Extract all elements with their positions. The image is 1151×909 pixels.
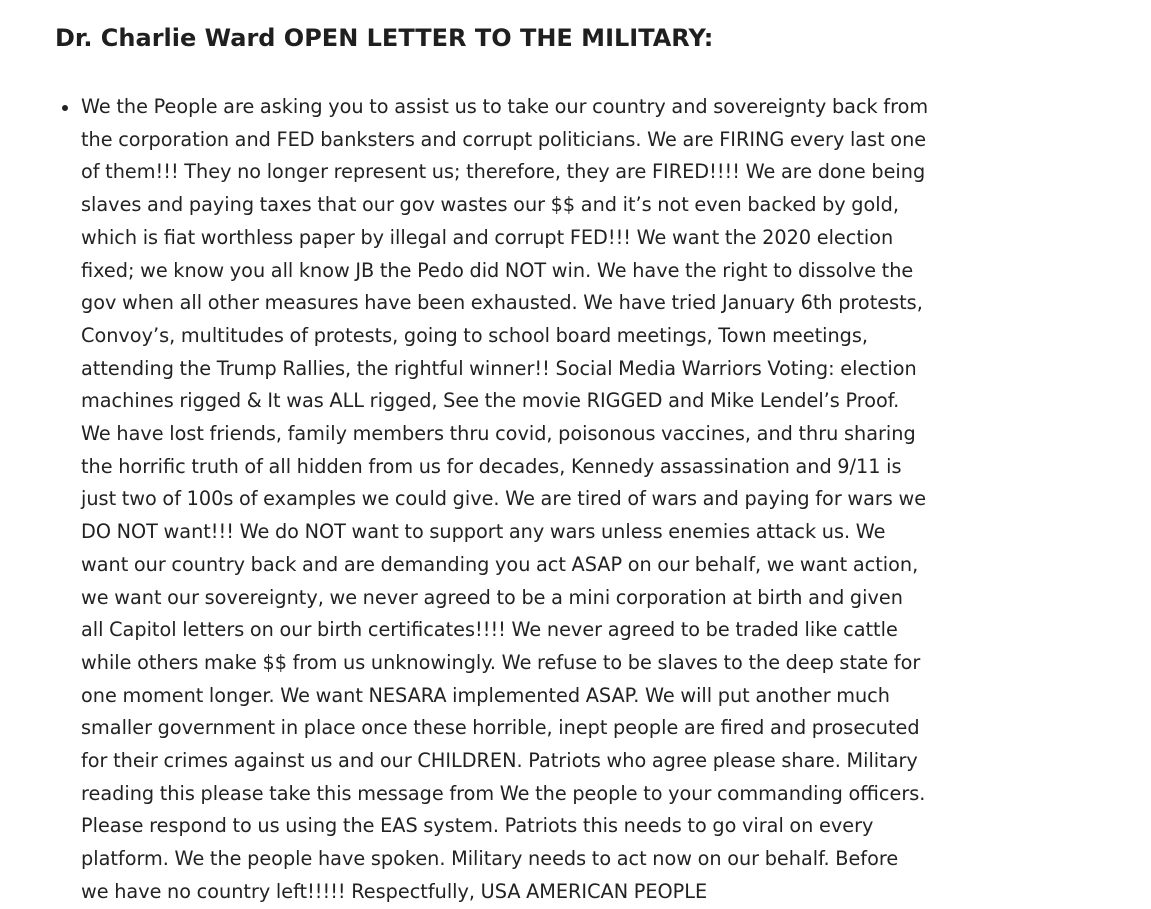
list-item (81, 91, 929, 909)
page-title: Dr. Charlie Ward OPEN LETTER TO THE MILITARY: (55, 24, 714, 52)
bullet-list (55, 91, 935, 909)
list-item-text: We the People are asking you to assist us to take our country and sovereignty back from the corporation and FED banksters and corrupt politicians. We are FIRING every last one of them!!! They no longer represent us; therefore, they are FIRED!!!! We are done being slaves and paying taxes that our gov wastes our $$ and it’s not even backed by gold, which is fiat worthless paper by illegal and corrupt FED!!! We want the 2020 election fixed; we know you all know JB the Pedo did NOT win. We have the right to dissolve the gov when all other measures have been exhausted. We have tried January 6th protests, Convoy’s, multitudes of protests, going to school board meetings, Town meetings, attending the Trump Rallies, the rightful winner!! Social Media Warriors Voting: election machines rigged & It was ALL rigged, See the movie RIGGED and Mike Lendel’s Proof. We have lost friends, family members thru covid, poisonous vaccines, and thru sharing the horrific truth of all hidden from us for decades, Kennedy assassination and 9/11 is just two of 100s of examples we could give. We are tired of wars and paying for wars we DO NOT want!!! We do NOT want to support any wars unless enemies attack us. We want our country back and are demanding you act ASAP on our behalf, we want action, we want our sovereignty, we never agreed to be a mini corporation at birth and given all Capitol letters on our birth certificates!!!! We never agreed to be traded like cattle while others make $$ from us unknowingly. We refuse to be slaves to the deep state for one moment longer. We want NESARA implemented ASAP. We will put another much smaller government in place once these horrible, inept people are fired and prosecuted for their crimes against us and our CHILDREN. Patriots who agree please share. Military reading this please take this message from We the people to your commanding officers. Please respond to us using the EAS system. Patriots this needs to go viral on every platform. We the people have spoken. Military needs to act now on our behalf. Before we have no country left!!!!! Respectfully, USA AMERICAN PEOPLE (81, 95, 929, 903)
bullet-dot-icon (62, 105, 68, 111)
article (55, 22, 935, 909)
